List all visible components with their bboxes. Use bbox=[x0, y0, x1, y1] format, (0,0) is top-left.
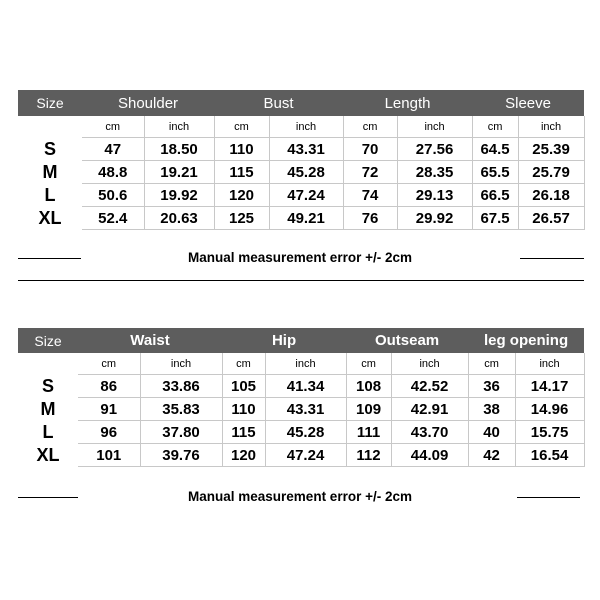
table-cell: 35.83 bbox=[140, 398, 222, 421]
unit-cm: cm bbox=[214, 116, 269, 138]
table-row bbox=[18, 375, 584, 398]
table-cell: 91 bbox=[78, 398, 140, 421]
shoulder-header: Shoulder bbox=[82, 90, 214, 116]
table-cell: 14.96 bbox=[515, 398, 584, 421]
size-table-bottom bbox=[18, 328, 585, 467]
unit-inch: inch bbox=[144, 116, 214, 138]
table-cell: 19.92 bbox=[144, 184, 214, 207]
table-cell: 110 bbox=[214, 138, 269, 161]
table-cell: 47.24 bbox=[269, 184, 343, 207]
table-cell: 26.57 bbox=[518, 207, 584, 230]
size-label: M bbox=[42, 161, 58, 182]
table-cell: 43.70 bbox=[391, 421, 468, 444]
table-cell: 76 bbox=[343, 207, 397, 230]
table-cell: 41.34 bbox=[265, 375, 346, 398]
table-cell: 25.79 bbox=[518, 161, 584, 184]
table-cell: 38 bbox=[468, 398, 515, 421]
table-cell: 47.24 bbox=[265, 444, 346, 467]
divider-line bbox=[18, 280, 584, 281]
size-label: S bbox=[41, 375, 54, 396]
unit-cm: cm bbox=[78, 353, 140, 375]
unit-cm: cm bbox=[468, 353, 515, 375]
unit-inch: inch bbox=[397, 116, 472, 138]
table-cell: 120 bbox=[222, 444, 265, 467]
table-cell: 33.86 bbox=[140, 375, 222, 398]
unit-row bbox=[18, 353, 584, 375]
size-label: L bbox=[42, 421, 54, 442]
unit-inch: inch bbox=[515, 353, 584, 375]
outseam-header: Outseam bbox=[346, 328, 468, 353]
measurement-error-note: Manual measurement error +/- 2cm bbox=[188, 250, 412, 265]
table-cell: 74 bbox=[343, 184, 397, 207]
table-header-row bbox=[18, 328, 584, 353]
table-cell: 70 bbox=[343, 138, 397, 161]
table-cell: 42.52 bbox=[391, 375, 468, 398]
table-cell: 42.91 bbox=[391, 398, 468, 421]
unit-row-blank bbox=[18, 116, 82, 138]
table-cell: 37.80 bbox=[140, 421, 222, 444]
table-row bbox=[18, 184, 584, 207]
length-header: Length bbox=[343, 90, 472, 116]
table-cell: 48.8 bbox=[82, 161, 144, 184]
waist-header: Waist bbox=[78, 328, 222, 353]
table-cell: 45.28 bbox=[269, 161, 343, 184]
table-cell: 65.5 bbox=[472, 161, 518, 184]
table-cell: 29.13 bbox=[397, 184, 472, 207]
table-cell: 72 bbox=[343, 161, 397, 184]
table-cell: 115 bbox=[214, 161, 269, 184]
table-cell: 109 bbox=[346, 398, 391, 421]
table-cell: 39.76 bbox=[140, 444, 222, 467]
unit-inch: inch bbox=[269, 116, 343, 138]
size-column-header: Size bbox=[18, 328, 78, 353]
table-cell: 27.56 bbox=[397, 138, 472, 161]
table-row bbox=[18, 138, 584, 161]
table-cell: 115 bbox=[222, 421, 265, 444]
size-label: M bbox=[40, 398, 56, 419]
table-cell: 110 bbox=[222, 398, 265, 421]
table-cell: 67.5 bbox=[472, 207, 518, 230]
table-row bbox=[18, 161, 584, 184]
table-cell: 29.92 bbox=[397, 207, 472, 230]
size-label: S bbox=[43, 138, 56, 159]
table-cell: 14.17 bbox=[515, 375, 584, 398]
divider-line bbox=[517, 497, 580, 498]
unit-cm: cm bbox=[82, 116, 144, 138]
size-label: L bbox=[44, 184, 56, 205]
table-cell: 40 bbox=[468, 421, 515, 444]
table-cell: 19.21 bbox=[144, 161, 214, 184]
table-cell: 20.63 bbox=[144, 207, 214, 230]
unit-inch: inch bbox=[265, 353, 346, 375]
size-label: XL bbox=[38, 207, 62, 228]
table-cell: 112 bbox=[346, 444, 391, 467]
table-cell: 15.75 bbox=[515, 421, 584, 444]
table-cell: 66.5 bbox=[472, 184, 518, 207]
unit-inch: inch bbox=[140, 353, 222, 375]
table-cell: 26.18 bbox=[518, 184, 584, 207]
table-cell: 105 bbox=[222, 375, 265, 398]
size-table-top bbox=[18, 90, 585, 230]
unit-cm: cm bbox=[343, 116, 397, 138]
table-cell: 64.5 bbox=[472, 138, 518, 161]
table-cell: 45.28 bbox=[265, 421, 346, 444]
table-cell: 125 bbox=[214, 207, 269, 230]
table-cell: 47 bbox=[82, 138, 144, 161]
unit-row-blank bbox=[18, 353, 78, 375]
table-cell: 25.39 bbox=[518, 138, 584, 161]
table-cell: 101 bbox=[78, 444, 140, 467]
hip-header: Hip bbox=[222, 328, 346, 353]
unit-inch: inch bbox=[391, 353, 468, 375]
table-cell: 18.50 bbox=[144, 138, 214, 161]
table-row bbox=[18, 421, 584, 444]
unit-cm: cm bbox=[472, 116, 518, 138]
table-cell: 96 bbox=[78, 421, 140, 444]
table-cell: 43.31 bbox=[269, 138, 343, 161]
table-row bbox=[18, 207, 584, 230]
table-cell: 111 bbox=[346, 421, 391, 444]
size-label: XL bbox=[36, 444, 60, 465]
table-cell: 28.35 bbox=[397, 161, 472, 184]
table-cell: 44.09 bbox=[391, 444, 468, 467]
divider-line bbox=[520, 258, 584, 259]
bust-header: Bust bbox=[214, 90, 343, 116]
table-cell: 86 bbox=[78, 375, 140, 398]
table-cell: 120 bbox=[214, 184, 269, 207]
table-cell: 36 bbox=[468, 375, 515, 398]
table-cell: 42 bbox=[468, 444, 515, 467]
table-cell: 50.6 bbox=[82, 184, 144, 207]
table-cell: 52.4 bbox=[82, 207, 144, 230]
measurement-error-note: Manual measurement error +/- 2cm bbox=[188, 489, 412, 504]
unit-cm: cm bbox=[346, 353, 391, 375]
table-cell: 108 bbox=[346, 375, 391, 398]
table-cell: 16.54 bbox=[515, 444, 584, 467]
leg-opening-header: leg opening bbox=[468, 328, 584, 353]
size-column-header: Size bbox=[18, 90, 82, 116]
unit-row bbox=[18, 116, 584, 138]
table-cell: 49.21 bbox=[269, 207, 343, 230]
table-cell: 43.31 bbox=[265, 398, 346, 421]
table-row bbox=[18, 398, 584, 421]
unit-cm: cm bbox=[222, 353, 265, 375]
table-header-row bbox=[18, 90, 584, 116]
table-row bbox=[18, 444, 584, 467]
unit-inch: inch bbox=[518, 116, 584, 138]
sleeve-header: Sleeve bbox=[472, 90, 584, 116]
